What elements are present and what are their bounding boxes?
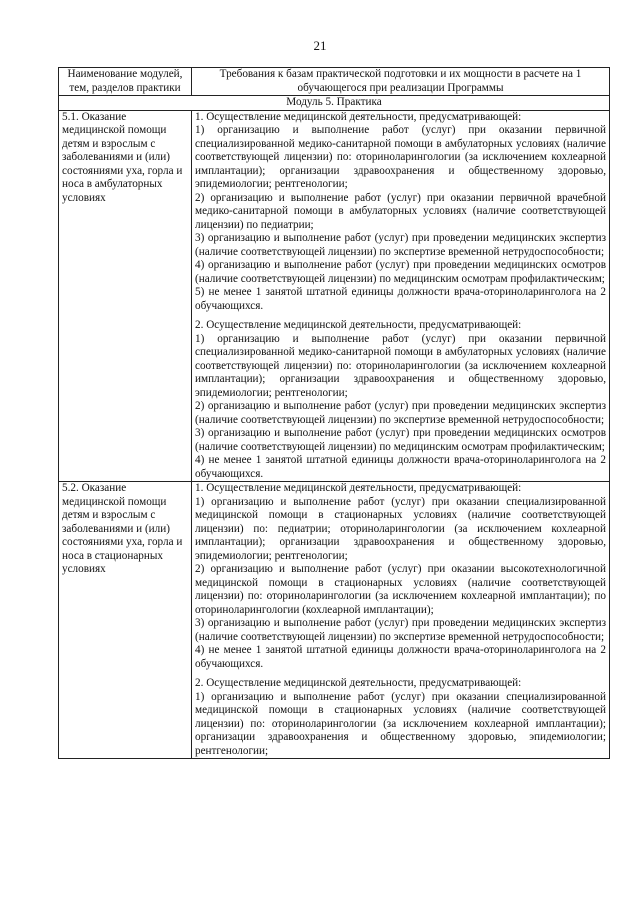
block-title: 2. Осуществление медицинской деятельности, предусматривающей: xyxy=(195,319,522,331)
table-header-row xyxy=(59,68,610,96)
table-row xyxy=(59,110,610,482)
requirement-block xyxy=(195,111,606,314)
requirement-item: 3) организацию и выполнение работ (услуг) при проведении медицинских осмотров (наличие соответствующей лицензии) по медицинским осмотрам профилактическим; xyxy=(195,427,606,453)
requirement-item: 1) организацию и выполнение работ (услуг) при оказании первичной специализированной медико-санитарной помощи в амбулаторных условиях (наличие соответствующей лицензии) по: оториноларингологии (за исключением кохлеарной имплантации); организации здравоохранения и общественному здоровью, эпидемиологии; рентгенологии; xyxy=(195,332,606,399)
page-number: 21 xyxy=(313,38,327,53)
header-modules: Наименование модулей, тем, разделов практики xyxy=(59,68,192,96)
row-label: 5.2. Оказание медицинской помощи детям и взрослым с заболеваниями и (или) состояниями уха, горла и носа в стационарных условиях xyxy=(62,482,183,575)
row-label-cell xyxy=(59,482,192,759)
requirement-item: 1) организацию и выполнение работ (услуг) при оказании специализированной медицинской помощи в стационарных условиях (наличие соответствующей лицензии) по: оториноларингологии (за исключением кохлеарной имплантации); организации здравоохранения и общественному здоровью, эпидемиологии; рентгенологии; xyxy=(195,690,606,757)
requirement-item: 1) организацию и выполнение работ (услуг) при оказании специализированной медицинской помощи в стационарных условиях (наличие соответствующей лицензии) по: педиатрии; оториноларингологии (за исключением кохлеарной имплантации); организации здравоохранения и общественному здоровью, эпидемиологии; рентгенологии; xyxy=(195,495,606,562)
module-title: Модуль 5. Практика xyxy=(59,96,610,111)
row-label: 5.1. Оказание медицинской помощи детям и взрослым с заболеваниями и (или) состояниями уха, горла и носа в амбулаторных условиях xyxy=(62,110,183,204)
requirements-table xyxy=(58,67,610,759)
requirement-item: 4) не менее 1 занятой штатной единицы должности врача-оториноларинголога на 2 обучающихся. xyxy=(195,644,606,670)
requirement-item: 2) организацию и выполнение работ (услуг) при проведении медицинских экспертиз (наличие соответствующей лицензии) по экспертизе временной нетрудоспособности; xyxy=(195,400,606,426)
requirement-item: 4) организацию и выполнение работ (услуг) при проведении медицинских осмотров (наличие соответствующей лицензии) по медицинским осмотрам профилактическим; xyxy=(195,259,606,285)
requirement-item: 3) организацию и выполнение работ (услуг) при проведении медицинских экспертиз (наличие соответствующей лицензии) по экспертизе временной нетрудоспособности; xyxy=(195,617,606,643)
requirements-cell xyxy=(192,482,610,759)
requirement-item: 4) не менее 1 занятой штатной единицы должности врача-оториноларинголога на 2 обучающихся. xyxy=(195,454,606,480)
requirement-item: 2) организацию и выполнение работ (услуг) при оказании высокотехнологичной медицинской помощи в стационарных условиях (наличие соответствующей лицензии) по: оториноларингологии (за исключением кохлеарной имплантации); по оториноларингологии (кохлеарной имплантации); xyxy=(195,563,606,616)
requirement-block xyxy=(195,677,606,758)
block-title: 2. Осуществление медицинской деятельности, предусматривающей: xyxy=(195,677,522,689)
requirement-item: 5) не менее 1 занятой штатной единицы должности врача-оториноларинголога на 2 обучающихся. xyxy=(195,286,606,312)
requirement-item: 3) организацию и выполнение работ (услуг) при проведении медицинских экспертиз (наличие соответствующей лицензии) по экспертизе временной нетрудоспособности; xyxy=(195,232,606,258)
requirements-cell xyxy=(192,110,610,482)
requirement-block xyxy=(195,482,606,671)
header-requirements: Требования к базам практической подготовки и их мощности в расчете на 1 обучающегося при реализации Программы xyxy=(192,68,610,96)
requirement-item: 1) организацию и выполнение работ (услуг) при оказании первичной специализированной медико-санитарной помощи в амбулаторных условиях (наличие соответствующей лицензии) по: оториноларингологии (за исключением кохлеарной имплантации); организации здравоохранения и общественному здоровью, эпидемиологии; рентгенологии; xyxy=(195,124,606,190)
block-title: 1. Осуществление медицинской деятельности, предусматривающей: xyxy=(195,482,522,494)
module-row xyxy=(59,96,610,111)
requirement-block xyxy=(195,319,606,481)
requirement-item: 2) организацию и выполнение работ (услуг) при оказании первичной врачебной медико-санитарной помощи в амбулаторных условиях (наличие соответствующей лицензии) по педиатрии; xyxy=(195,191,606,231)
table-row xyxy=(59,482,610,759)
row-label-cell xyxy=(59,110,192,482)
block-title: 1. Осуществление медицинской деятельности, предусматривающей: xyxy=(195,110,522,123)
